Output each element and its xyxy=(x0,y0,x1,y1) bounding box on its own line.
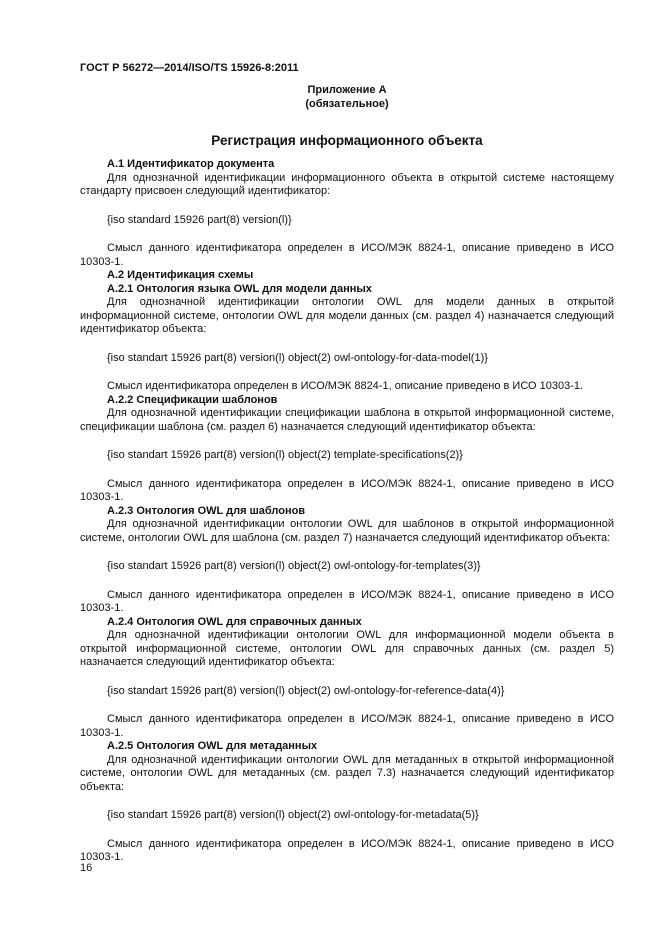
paragraph: Для однозначной идентификации спецификации шаблона в открытой информационной системе, спецификации шаблона (см. раздел 6) назначается следующий идентификатор объекта: xyxy=(80,407,614,433)
document-header: ГОСТ Р 56272—2014/ISO/TS 15926-8:2011 xyxy=(80,62,299,74)
page-title: Регистрация информационного объекта xyxy=(211,133,483,148)
section-heading-a21: А.2.1 Онтология языка OWL для модели данных xyxy=(107,282,372,295)
identifier-code: {iso standart 15926 part(8) version(l) object(2) owl-ontology-for-reference-data(4)} xyxy=(107,684,505,697)
section-heading-a25: А.2.5 Онтология OWL для метаданных xyxy=(107,740,318,752)
annex-title: Приложение А xyxy=(307,84,387,96)
paragraph: Смысл идентификатора определен в ИСО/МЭК 8824-1, описание приведено в ИСО 10303-1. xyxy=(107,380,584,392)
identifier-code: {iso standard 15926 part(8) version(l)} xyxy=(107,213,292,226)
paragraph: Смысл данного идентификатора определен в ИСО/МЭК 8824-1, описание приведено в ИСО 10303-1. xyxy=(80,588,614,614)
paragraph: Смысл данного идентификатора определен в ИСО/МЭК 8824-1, описание приведено в ИСО 10303-1. xyxy=(80,242,614,268)
paragraph: Смысл данного идентификатора определен в ИСО/МЭК 8824-1, описание приведено в ИСО 10303-1. xyxy=(80,713,614,739)
page-number: 16 xyxy=(80,862,93,874)
document-body xyxy=(80,158,614,865)
section-heading-a1: А.1 Идентификатор документа xyxy=(107,158,275,170)
paragraph: Для однозначной идентификации онтологии OWL для информационной модели объекта в открытой информационной системе, онтологии OWL для справочных данных (см. раздел 5) назначается следующий идентификатор объекта: xyxy=(80,629,614,668)
paragraph: Смысл данного идентификатора определен в ИСО/МЭК 8824-1, описание приведено в ИСО 10303-1. xyxy=(80,477,614,503)
paragraph: Для однозначной идентификации онтологии OWL для модели данных в открытой информационной системе, онтологии OWL для модели данных (см. раздел 4) назначается следующий идентификатор объекта: xyxy=(80,296,614,335)
identifier-code: {iso standart 15926 part(8) version(l) object(2) template-specifications(2)} xyxy=(107,449,463,461)
section-heading-a22: А.2.2 Спецификации шаблонов xyxy=(107,393,278,406)
annex-status: (обязательное) xyxy=(305,98,389,110)
paragraph: Для однозначной идентификации онтологии OWL для шаблонов в открытой информационной системе, онтологии OWL для шаблона (см. раздел 7) назначается следующий идентификатор объекта: xyxy=(80,518,614,544)
identifier-code: {iso standart 15926 part(8) version(l) object(2) owl-ontology-for-templates(3)} xyxy=(107,560,481,572)
paragraph: Смысл данного идентификатора определен в ИСО/МЭК 8824-1, описание приведено в ИСО 10303-1. xyxy=(80,837,614,863)
section-heading-a2: А.2 Идентификация схемы xyxy=(107,269,254,281)
section-heading-a23: А.2.3 Онтология OWL для шаблонов xyxy=(107,504,306,517)
identifier-code: {iso standart 15926 part(8) version(l) object(2) owl-ontology-for-metadata(5)} xyxy=(107,809,479,821)
paragraph: Для однозначной идентификации онтологии OWL для метаданных в открытой информационной системе, онтологии OWL для метаданных (см. раздел 7.3) назначается следующий идентификатор объекта: xyxy=(80,753,614,793)
paragraph: Для однозначной идентификации информационного объекта в открытой системе настоящему стандарту присвоен следующий идентификатор: xyxy=(80,171,614,197)
identifier-code: {iso standart 15926 part(8) version(l) object(2) owl-ontology-for-data-model(1)} xyxy=(107,351,488,364)
section-heading-a24: А.2.4 Онтология OWL для справочных данных xyxy=(107,615,362,628)
